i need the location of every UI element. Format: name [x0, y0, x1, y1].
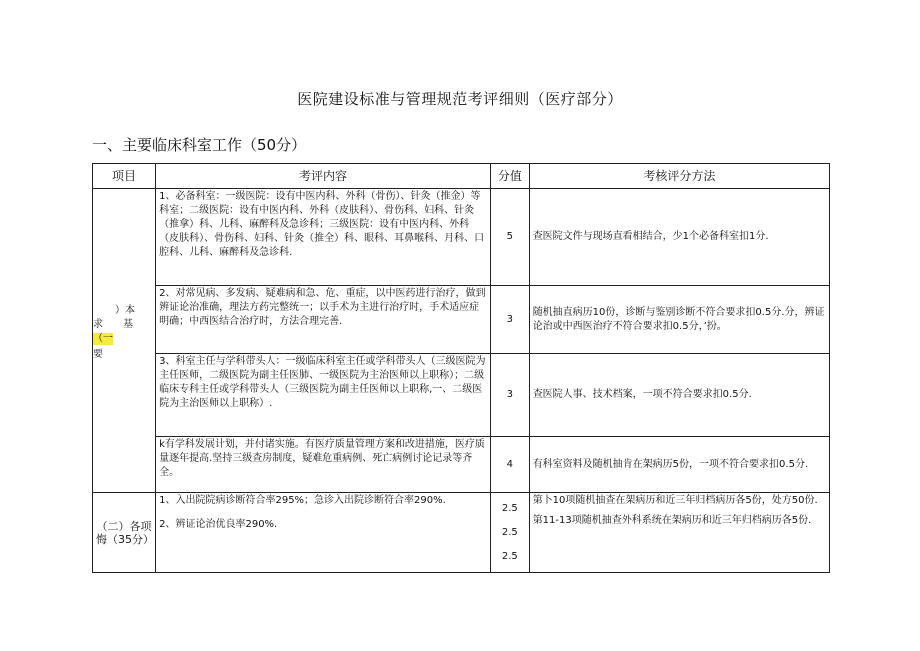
- group1-fragment: ）本: [115, 305, 135, 316]
- table-row: [93, 286, 830, 354]
- header-score: 分值: [491, 164, 530, 189]
- group2-label: （二）各项悔（35分）: [93, 493, 156, 573]
- group1-label: [93, 297, 155, 377]
- table-row: [93, 493, 830, 573]
- table-row: [93, 354, 830, 437]
- group2-score: 2.5: [501, 550, 518, 562]
- group2-content: [156, 493, 491, 573]
- row2-score: 3: [491, 286, 530, 354]
- table-row: [93, 437, 830, 493]
- header-item: 项目: [93, 164, 156, 189]
- group2-content-line: 1、入出院院病诊断符合率295%；急诊入出院诊断符合率290%.: [159, 495, 446, 506]
- group2-score: 2.5: [501, 526, 518, 538]
- row1-content: 1、必备科室：一级医院：设有中医内科、外科（骨伤）、针灸（推金）等科室；二级医院：设有中医内科、外科（皮肤科）、骨伤科、妇科、针灸（推拿）科、儿科、麻醉科及急诊科；三级医院：设有中医内科、外科（皮肤科）、骨伤科、妇科、针灸（推全）科、眼科、耳鼻喉科、月科、口腔科、儿科、麻醉科及急诊科.: [156, 189, 491, 286]
- group1-fragment: 基: [123, 319, 133, 330]
- group2-score: 2.5: [501, 502, 518, 514]
- header-content: 考评内容: [156, 164, 491, 189]
- group2-method: 第卜10项随机抽查在架病历和近三年归档病历各5份，处方50份.: [532, 495, 818, 506]
- group2-method: 第11-13项随机抽查外科系统在架病历和近三年归档病历各5份.: [532, 515, 812, 526]
- row3-score: 3: [491, 354, 530, 437]
- header-method: 考核评分方法: [529, 164, 829, 189]
- table-row: [93, 189, 830, 286]
- document-title: 医院建设标准与管理规范考评细则（医疗部分）: [297, 90, 623, 108]
- row3-content: 3、科室主任与学科带头人：一级临床科室主任或学科带头人（三级医院为主任医师，二级医院为副主任医肺、一级医院为主治医师以上职称）；二级临床专科主任或学科带头人（三级医院为副主任医师以上职称,一、二级医院为主治医师以上职称）.: [156, 354, 491, 437]
- group2-methods: [529, 493, 829, 573]
- group1-fragment: 求: [93, 319, 103, 330]
- group-basic-requirements: [93, 189, 156, 493]
- row4-method: 有科室资料及随机抽肯在架病历5份，一项不符合要求扣0.5分.: [529, 437, 829, 493]
- row2-method: 随机抽直病历10份，诊断与鉴别诊断不符合要求扣0.5分.分，辨证论治或中西医治疗不符合要求扣0.5分，’扮。: [529, 286, 829, 354]
- evaluation-table: [92, 163, 830, 573]
- table-header-row: [93, 164, 830, 189]
- row1-score: 5: [491, 189, 530, 286]
- row1-method: 查医院文件与现场直看相结合，少1个必备科室扣1分.: [529, 189, 829, 286]
- group2-scores: [491, 493, 530, 573]
- row3-method: 查医院人事、技术档案，一项不符合要求扣0.5分.: [529, 354, 829, 437]
- row4-score: 4: [491, 437, 530, 493]
- group2-content-line: 2、辨证论治优良率290%.: [159, 519, 278, 530]
- row4-content: k有学科发展计划，并付诸实施。有医疗质量管理方案和改进措施，医疗质量逐年提高.坚持三级查房制度，疑难危重病例、死亡病例讨论记录等齐全。: [156, 437, 491, 493]
- group1-fragment: （一: [93, 333, 113, 344]
- row2-content: 2、对常见病、多发病、疑难病和急、危、重症，以中医药进行治疗，做到辨证论治准确，理法方药完整统一；以手术为主进行治疗时，手术适应症明确；中西医结合治疗时，方法合理完善.: [156, 286, 491, 354]
- group1-fragment: 要: [93, 349, 103, 360]
- section-heading: 一、主要临床科室工作（50分）: [92, 136, 307, 154]
